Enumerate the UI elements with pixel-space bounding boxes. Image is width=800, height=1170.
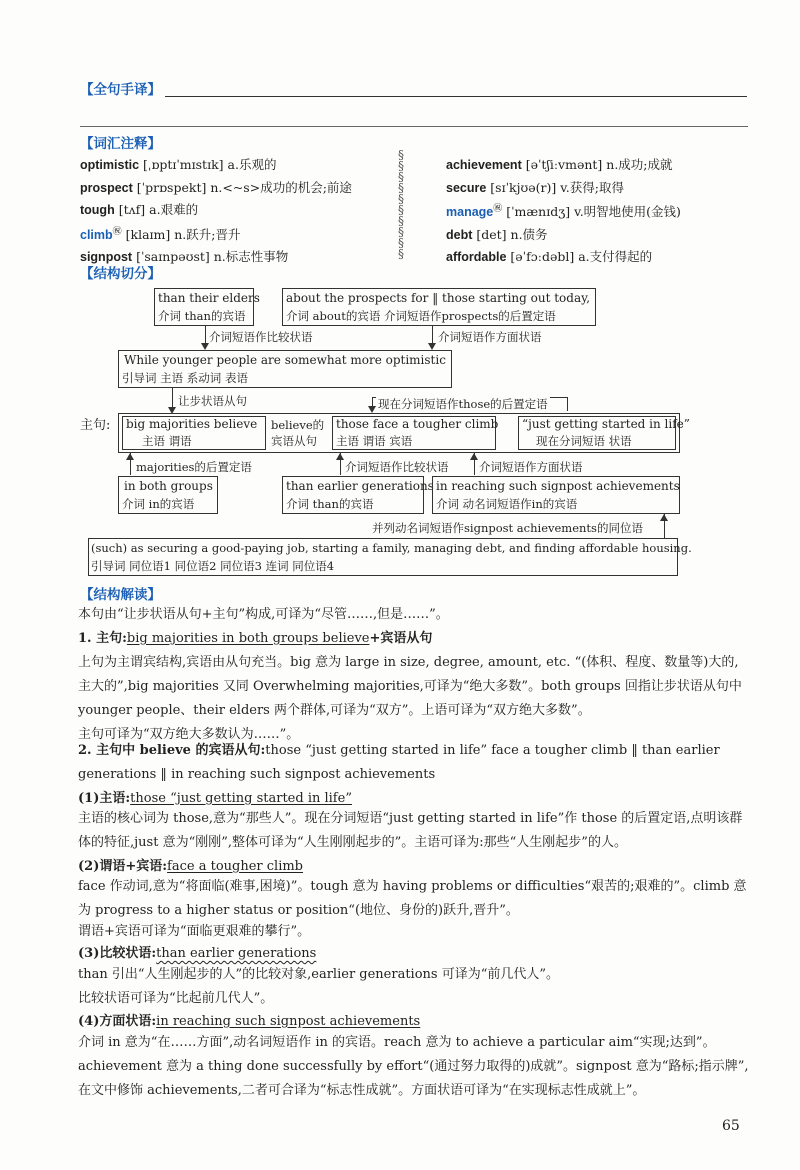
section-structure-read: 【结构解读】 — [80, 587, 161, 603]
big-majorities-text: big majorities believe — [126, 417, 258, 431]
vocab-phonetic: [ˌɒptɪˈmɪstɪk] — [139, 157, 228, 172]
divider — [80, 126, 748, 127]
vocab-word: achievement — [446, 158, 522, 172]
vocab-entry — [446, 224, 681, 247]
vocab-phonetic: [sɪˈkjʊə(r)] — [486, 179, 561, 195]
vocab-entry — [446, 246, 681, 269]
main-clause-label: 主句: — [80, 418, 111, 433]
paragraph-1b: 主句可译为“双方绝大多数认为……”。 — [78, 727, 300, 742]
vocab-phonetic: [əˈfɔːdəbl] — [506, 249, 579, 265]
vocab-entry — [80, 199, 352, 222]
about-text: about the prospects for ‖ those starting out today, — [286, 291, 591, 305]
just-gloss: 现在分词短语 状语 — [536, 434, 632, 448]
arrow — [428, 343, 436, 350]
vocab-phonetic: [ˈprɒspekt] — [132, 179, 211, 195]
connector — [567, 397, 568, 411]
label-concession: 让步状语从句 — [178, 394, 247, 408]
vocab-entry — [80, 177, 352, 200]
vocab-definition: n.债务 — [510, 226, 548, 242]
label-compare-1: 介词短语作比较状语 — [209, 330, 313, 344]
answer-line — [165, 96, 747, 97]
while-gloss: 引导词 主语 系动词 表语 — [122, 371, 248, 385]
label-post-those: 现在分词短语作those的后置定语 — [378, 397, 548, 411]
about-gloss: 介词 about的宾语 介词短语作prospects的后置定语 — [286, 309, 556, 323]
paragraph-1: 上句为主谓宾结构,宾语由从句充当。big 意为 large in size, degree, amount, etc. “(体积、程度、数量等)大的,主大的”,big majorities 又同 Overwhelming majorities,可译为“绝大多数”。both groups 回指让步状语从句中 younger people、their elders 两个群体,可译为“双方”。上语可译为“双方绝大多数”。 — [78, 655, 742, 718]
vocab-definition: n.成功;成就 — [606, 157, 673, 172]
just-text: “just getting started in life” — [522, 417, 690, 431]
section-full-translation: 【全句手译】 — [80, 82, 161, 98]
arrow — [126, 453, 134, 460]
vocab-entry — [446, 154, 681, 177]
vocab-mark-icon: ㊗ — [493, 204, 503, 214]
label-aspect-2: 介词短语作方面状语 — [479, 460, 583, 474]
sub-heading-1: (1)主语:those “just getting started in life” — [78, 791, 352, 806]
vocab-word: prospect — [80, 180, 133, 195]
arrow — [660, 514, 668, 521]
those-gloss: 主语 谓语 宾语 — [336, 434, 413, 448]
arrow — [336, 453, 344, 460]
vocab-definition: n.标志性事物 — [213, 249, 289, 265]
heading-2: 2. 主句中 believe 的宾语从句:those “just getting started in life” face a tougher climb ‖ than earlier generations ‖ in reaching such signpost achievements — [78, 743, 720, 782]
arrow — [201, 343, 209, 350]
label-post-majorities: majorities的后置定语 — [136, 460, 252, 474]
paragraph-3b: 谓语+宾语可译为“面临更艰难的攀行”。 — [78, 924, 311, 939]
vocab-definition: v.获得;取得 — [560, 179, 624, 195]
vocab-entry — [80, 154, 352, 177]
vocab-definition: a.乐观的 — [227, 157, 277, 172]
column-divider: § § § § § § § § § § — [398, 148, 404, 261]
vocab-word: climb — [80, 227, 113, 242]
paragraph-2: 主语的核心词为 those,意为“那些人”。现在分词短语“just getting started in life”作 those 的后置定语,点明该群体的特征,just 意为“刚刚”,整体可译为“人生刚刚起步的”。主语可译为:那些“人生刚起步”的人。 — [78, 811, 743, 850]
page-number: 65 — [722, 1118, 740, 1134]
such-as-text: (such) as securing a good-paying job, starting a family, managing debt, and finding affordable housing. — [91, 541, 692, 555]
vocab-phonetic: [tʌf] — [114, 202, 150, 217]
intro-paragraph: 本句由“让步状语从句+主句”构成,可译为“尽管……,但是……”。 — [78, 607, 449, 622]
believe-of-text: believe的 — [271, 418, 325, 432]
vocab-word: manage — [446, 205, 494, 220]
big-majorities-gloss: 主语 谓语 — [142, 434, 192, 448]
in-reaching-gloss: 介词 动名词短语作in的宾语 — [436, 497, 578, 511]
object-clause-text: 宾语从句 — [271, 434, 317, 448]
than-elders-gloss: 介词 than的宾语 — [158, 309, 246, 323]
than-earlier-gloss: 介词 than的宾语 — [286, 497, 374, 511]
vocab-definition: n.<~s>成功的机会;前途 — [210, 179, 352, 195]
vocab-word: optimistic — [80, 158, 140, 172]
in-both-gloss: 介词 in的宾语 — [122, 497, 195, 511]
section-vocab: 【词汇注释】 — [80, 136, 161, 152]
vocab-word: tough — [80, 203, 115, 217]
than-elders-text: than their elders — [158, 291, 260, 305]
arrow — [470, 453, 478, 460]
vocab-left-column — [80, 154, 352, 269]
arrow — [368, 406, 376, 413]
vocab-definition: a.支付得起的 — [578, 249, 653, 265]
paragraph-3: face 作动词,意为“将面临(难事,困境)”。tough 意为 having problems or difficulties“艰苦的;艰难的”。climb 意为 progress to a higher status or position“(地位、身份的)跃升,晋升”。 — [78, 879, 747, 918]
paragraph-5: 介词 in 意为“在……方面”,动名词短语作 in 的宾语。reach 意为 to achieve a particular aim“实现;达到”。achievement 意为 a thing done successfully by effort“(通过努力取得的)成就”。signpost 意为“路标;指示牌”,在文中修饰 achievements,二者可合译为“标志性成就”。方面状语可译为“在实现标志性成就上”。 — [78, 1035, 749, 1098]
vocab-phonetic: [det] — [472, 226, 511, 242]
vocab-word: signpost — [80, 250, 133, 265]
sub-heading-2: (2)谓语+宾语:face a tougher climb — [78, 859, 304, 874]
heading-1: 1. 主句:big majorities in both groups believe+宾语从句 — [78, 631, 433, 646]
vocab-phonetic: [klaɪm] — [121, 226, 175, 242]
label-compare-2: 介词短语作比较状语 — [345, 460, 449, 474]
than-earlier-text: than earlier generations — [286, 479, 434, 493]
vocab-right-column — [446, 154, 681, 269]
vocab-definition: v.明智地使用(金钱) — [574, 204, 681, 220]
sub-heading-4: (4)方面状语:in reaching such signpost achievements — [78, 1014, 421, 1029]
those-text: those face a tougher climb — [336, 417, 499, 431]
in-both-text: in both groups — [124, 479, 213, 493]
label-appositive: 并列动名词短语作signpost achievements的同位语 — [372, 521, 643, 535]
such-as-gloss: 引导词 同位语1 同位语2 同位语3 连词 同位语4 — [91, 559, 335, 573]
vocab-entry — [446, 177, 681, 200]
vocab-mark-icon: ㊗ — [112, 226, 122, 237]
paragraph-4: than 引出“人生刚起步的人”的比较对象,earlier generations 可译为“前几代人”。 — [78, 967, 560, 982]
while-text: While younger people are somewhat more optimistic — [124, 353, 446, 367]
paragraph-4b: 比较状语可译为“比起前几代人”。 — [78, 991, 274, 1006]
in-reaching-text: in reaching such signpost achievements — [436, 479, 680, 493]
vocab-definition: n.跃升;晋升 — [174, 226, 241, 242]
vocab-word: affordable — [446, 250, 507, 265]
label-aspect-1: 介词短语作方面状语 — [438, 330, 542, 344]
vocab-entry — [446, 199, 681, 224]
vocab-entry — [80, 222, 352, 247]
vocab-definition: a.艰难的 — [149, 202, 199, 217]
section-structure-split: 【结构切分】 — [80, 266, 161, 282]
vocab-word: secure — [446, 180, 487, 195]
sub-heading-3: (3)比较状语:than earlier generations — [78, 946, 317, 961]
vocab-phonetic: [ˈmænɪdʒ] — [502, 204, 575, 220]
vocab-phonetic: [ˈsaɪnpəʊst] — [132, 249, 214, 265]
vocab-word: debt — [446, 227, 473, 242]
vocab-phonetic: [əˈtʃiːvmənt] — [521, 157, 607, 172]
